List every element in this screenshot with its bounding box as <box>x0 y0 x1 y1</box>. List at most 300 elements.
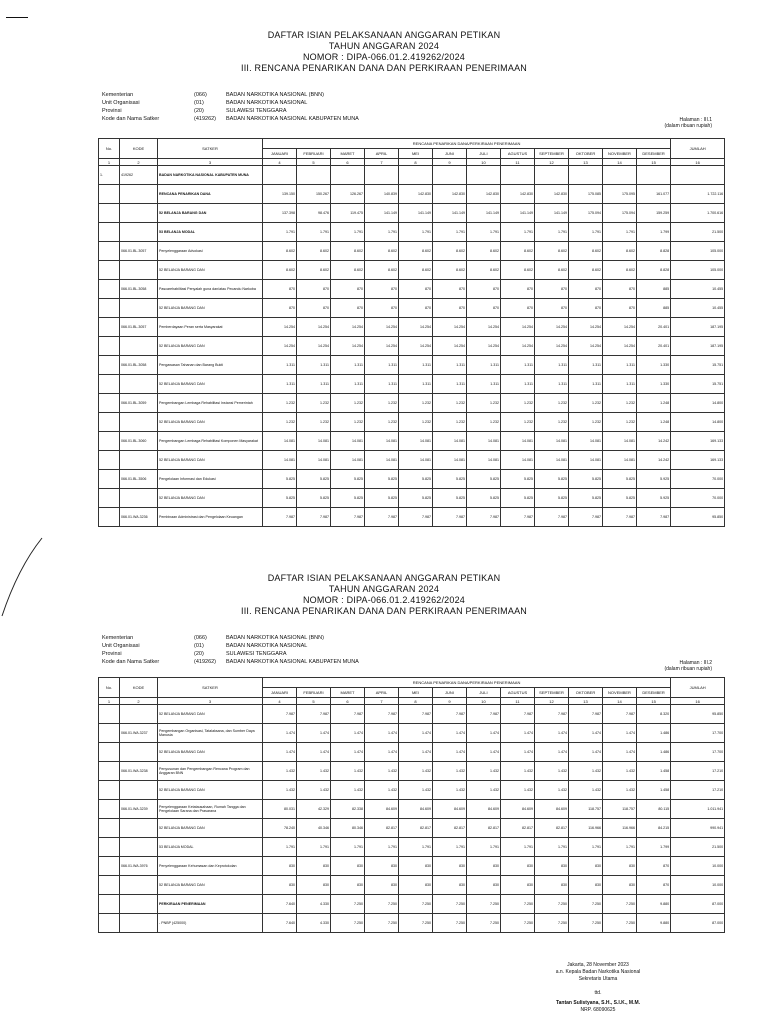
header-month: MEI <box>399 149 433 159</box>
header-col-number: 13 <box>569 698 603 705</box>
cell-value: 1.474 <box>501 724 535 743</box>
cell-value: 14.254 <box>297 337 331 356</box>
cell-value: 14.254 <box>263 318 297 337</box>
cell-value: 17.700 <box>671 724 725 743</box>
cell-satker: 52 BELANJA BARANG DAN <box>158 375 263 394</box>
cell-no <box>99 451 120 470</box>
header-col-number: 9 <box>433 698 467 705</box>
cell-value: 870 <box>331 280 365 299</box>
table-row <box>99 895 725 914</box>
cell-value: 7.987 <box>399 508 433 527</box>
cell-no <box>99 819 120 838</box>
cell-value: 5.825 <box>603 470 637 489</box>
cell-value: 870 <box>501 299 535 318</box>
cell-value: 1.486 <box>637 743 671 762</box>
cell-kode <box>120 261 158 280</box>
header-kode: KODE <box>120 678 158 698</box>
cell-value: 870 <box>603 299 637 318</box>
cell-value: 870 <box>569 280 603 299</box>
cell-value: 1.232 <box>603 413 637 432</box>
cell-value: 1.791 <box>467 838 501 857</box>
cell-value: 7.250 <box>535 895 569 914</box>
cell-value: 1.330 <box>637 375 671 394</box>
cell-value: 7.987 <box>501 705 535 724</box>
cell-no <box>99 800 120 819</box>
cell-value: 1.474 <box>331 743 365 762</box>
cell-value <box>671 166 725 185</box>
cell-value: 98.476 <box>297 204 331 223</box>
cell-value: 14.081 <box>399 432 433 451</box>
cell-value <box>467 166 501 185</box>
cell-kode <box>120 489 158 508</box>
cell-value: 10.000 <box>671 857 725 876</box>
cell-value: 830 <box>569 876 603 895</box>
header-col-number: 10 <box>467 698 501 705</box>
cell-value: 1.232 <box>535 413 569 432</box>
cell-value: 1.791 <box>569 223 603 242</box>
cell-value: 169.133 <box>671 432 725 451</box>
cell-no <box>99 781 120 800</box>
cell-value: 80.031 <box>263 800 297 819</box>
cell-kode: 066.01.WA.3236 <box>120 508 158 527</box>
cell-value: 10.000 <box>671 876 725 895</box>
header-month: JANUARI <box>263 149 297 159</box>
cell-value: 82.817 <box>501 819 535 838</box>
header-month: JUNI <box>433 688 467 698</box>
cell-value: 1.432 <box>399 781 433 800</box>
cell-satker: BADAN NARKOTIKA NASIONAL KABUPATEN MUNA <box>158 166 263 185</box>
sign-ttd: ttd. <box>594 990 602 996</box>
cell-value: 105.000 <box>671 261 725 280</box>
cell-value: 1.232 <box>569 394 603 413</box>
table-row <box>99 299 725 318</box>
cell-value: 1.722.116 <box>671 185 725 204</box>
cell-value: 141.149 <box>501 204 535 223</box>
cell-value: 5.825 <box>467 470 501 489</box>
data-table-page-2 <box>98 677 725 933</box>
cell-value: 141.149 <box>399 204 433 223</box>
cell-kode <box>120 705 158 724</box>
table-row <box>99 876 725 895</box>
header-month: DESEMBER <box>637 149 671 159</box>
cell-satker: 52 BELANJA BARANG DAN <box>158 819 263 838</box>
cell-value: 7.987 <box>331 508 365 527</box>
cell-value: 1.474 <box>433 743 467 762</box>
cell-value: 161.077 <box>637 185 671 204</box>
cell-value: 8.602 <box>399 242 433 261</box>
cell-value: 141.149 <box>535 204 569 223</box>
cell-value: 84.609 <box>467 800 501 819</box>
meta-row: Unit Organisasi (01) BADAN NARKOTIKA NASIONAL <box>102 643 308 649</box>
cell-value: 7.250 <box>603 895 637 914</box>
table-row <box>99 705 725 724</box>
cell-value: 870 <box>637 857 671 876</box>
cell-value <box>501 166 535 185</box>
cell-value: 7.250 <box>365 914 399 933</box>
cell-value: 1.791 <box>535 838 569 857</box>
cell-value: 7.987 <box>365 705 399 724</box>
page-2 <box>0 528 768 1024</box>
table-row <box>99 819 725 838</box>
cell-value: 885 <box>637 299 671 318</box>
cell-value: 1.311 <box>263 356 297 375</box>
header-month: JULI <box>467 688 501 698</box>
header-col-number: 2 <box>120 698 158 705</box>
cell-value: 1.232 <box>467 413 501 432</box>
header-col-number: 12 <box>535 159 569 166</box>
cell-kode <box>120 185 158 204</box>
cell-value: 14.254 <box>365 337 399 356</box>
cell-value: 1.330 <box>637 356 671 375</box>
cell-value: 1.311 <box>297 375 331 394</box>
cell-value: 1.232 <box>263 413 297 432</box>
header-no: No. <box>99 678 120 698</box>
cell-satker: 52 BELANJA BARANG DAN <box>158 299 263 318</box>
table-row <box>99 470 725 489</box>
cell-value: 870 <box>365 280 399 299</box>
cell-value: 1.791 <box>569 838 603 857</box>
cell-value: 7.987 <box>501 508 535 527</box>
table-row <box>99 356 725 375</box>
cell-value: 14.081 <box>365 451 399 470</box>
header-col-number: 7 <box>365 698 399 705</box>
cell-value: 1.248 <box>637 394 671 413</box>
cell-value: 1.486 <box>637 724 671 743</box>
cell-value: 1.311 <box>365 375 399 394</box>
cell-kode <box>120 819 158 838</box>
table-row <box>99 394 725 413</box>
cell-value: 1.432 <box>569 762 603 781</box>
cell-value: 78.240 <box>263 819 297 838</box>
cell-value: 1.232 <box>501 413 535 432</box>
cell-satker: Pascarehabilitasi Penyalah guna dan/atau Pecandu Narkoba <box>158 280 263 299</box>
cell-value: 870 <box>399 299 433 318</box>
cell-value: 870 <box>467 280 501 299</box>
cell-value: 5.825 <box>467 489 501 508</box>
header-col-number: 5 <box>297 698 331 705</box>
cell-value: 1.432 <box>365 762 399 781</box>
cell-value: 870 <box>297 280 331 299</box>
table-row <box>99 432 725 451</box>
sign-on-behalf: a.n. Kepala Badan Narkotika Nasional <box>555 969 641 975</box>
cell-value: 9.880 <box>637 895 671 914</box>
cell-no <box>99 394 120 413</box>
cell-value <box>263 166 297 185</box>
cell-value: 830 <box>467 857 501 876</box>
cell-value: 1.232 <box>365 413 399 432</box>
header-col-number: 9 <box>433 159 467 166</box>
cell-satker: 53 BELANJA MODAL <box>158 838 263 857</box>
cell-value: 21.500 <box>671 838 725 857</box>
cell-value: 5.825 <box>399 489 433 508</box>
cell-value: 7.987 <box>569 508 603 527</box>
table-row <box>99 781 725 800</box>
cell-value: 830 <box>263 876 297 895</box>
cell-value: 14.081 <box>331 432 365 451</box>
cell-value: 830 <box>569 857 603 876</box>
cell-value: 1.311 <box>603 375 637 394</box>
cell-no <box>99 508 120 527</box>
cell-value: 1.791 <box>433 838 467 857</box>
cell-value: 7.987 <box>467 508 501 527</box>
header-month: NOVEMBER <box>603 688 637 698</box>
cell-value: 87.000 <box>671 914 725 933</box>
cell-value: 187.195 <box>671 318 725 337</box>
cell-value: 830 <box>365 857 399 876</box>
cell-value: 1.474 <box>569 743 603 762</box>
table-row <box>99 508 725 527</box>
cell-value: 14.081 <box>501 451 535 470</box>
cell-value: 14.254 <box>331 318 365 337</box>
header-group: RENCANA PENARIKAN DANA/PERKIRAAN PENERIMAAN <box>263 139 671 149</box>
cell-satker: 52 BELANJA BARANG DAN <box>158 705 263 724</box>
cell-value: 8.602 <box>467 242 501 261</box>
cell-kode: 066.01.BL.3060 <box>120 432 158 451</box>
cell-value: 1.011.941 <box>671 800 725 819</box>
cell-value: 1.474 <box>263 743 297 762</box>
cell-value: 1.232 <box>365 394 399 413</box>
header-month: APRIL <box>365 688 399 698</box>
cell-value: 7.250 <box>535 914 569 933</box>
cell-value: 14.081 <box>263 432 297 451</box>
cell-value: 8.602 <box>331 242 365 261</box>
cell-satker: Pengelolaan Informasi dan Edukasi <box>158 470 263 489</box>
cell-value: 7.250 <box>501 895 535 914</box>
header-jumlah: JUMLAH <box>671 139 725 159</box>
cell-satker: 53 BELANJA MODAL <box>158 223 263 242</box>
cell-value: 159.259 <box>637 204 671 223</box>
header-month: SEPTEMBER <box>535 688 569 698</box>
cell-value: 14.081 <box>297 432 331 451</box>
header-month: APRIL <box>365 149 399 159</box>
cell-value: 830 <box>501 876 535 895</box>
cell-value: 140.839 <box>365 185 399 204</box>
cell-value: 1.232 <box>263 394 297 413</box>
header-col-number: 4 <box>263 159 297 166</box>
cell-value: 870 <box>501 280 535 299</box>
cell-value: 830 <box>603 857 637 876</box>
cell-value: 7.987 <box>263 705 297 724</box>
cell-value: 1.311 <box>467 375 501 394</box>
title-line-3: NOMOR : DIPA-066.01.2.419262/2024 <box>302 595 466 605</box>
cell-value: 4.330 <box>297 895 331 914</box>
cell-value: 1.791 <box>535 223 569 242</box>
cell-value: 1.474 <box>433 724 467 743</box>
cell-value: 7.250 <box>467 895 501 914</box>
cell-value <box>365 166 399 185</box>
cell-value: 7.250 <box>433 895 467 914</box>
cell-value: 150.267 <box>297 185 331 204</box>
header-col-number: 3 <box>158 159 263 166</box>
cell-value: 1.474 <box>569 724 603 743</box>
cell-value: 1.311 <box>535 375 569 394</box>
cell-kode <box>120 375 158 394</box>
cell-value: 14.081 <box>263 451 297 470</box>
header-kode: KODE <box>120 139 158 159</box>
header-col-number: 8 <box>399 698 433 705</box>
cell-value: 1.474 <box>365 743 399 762</box>
cell-value: 1.311 <box>297 356 331 375</box>
table-row <box>99 185 725 204</box>
cell-value: 8.602 <box>297 242 331 261</box>
cell-value: 5.825 <box>263 470 297 489</box>
cell-value: 1.474 <box>535 724 569 743</box>
cell-no <box>99 413 120 432</box>
header-satker: SATKER <box>158 139 263 159</box>
cell-value: 141.149 <box>433 204 467 223</box>
cell-value: 8.602 <box>603 242 637 261</box>
cell-value: 142.830 <box>501 185 535 204</box>
cell-value: 80.115 <box>637 800 671 819</box>
cell-value: 1.311 <box>433 356 467 375</box>
table-row <box>99 743 725 762</box>
table-row <box>99 223 725 242</box>
cell-value: 15.751 <box>671 375 725 394</box>
cell-value: 7.987 <box>535 508 569 527</box>
cell-value: 1.311 <box>535 356 569 375</box>
cell-satker: Pemberdayaan Peran serta Masyarakat <box>158 318 263 337</box>
cell-value: 14.254 <box>331 337 365 356</box>
cell-value: 7.250 <box>603 914 637 933</box>
cell-value: 1.791 <box>433 223 467 242</box>
cell-value: 14.254 <box>467 337 501 356</box>
cell-value: 830 <box>297 876 331 895</box>
cell-value: 1.311 <box>263 375 297 394</box>
cell-no <box>99 337 120 356</box>
table-row <box>99 375 725 394</box>
cell-value: 830 <box>365 876 399 895</box>
cell-value: 84.609 <box>399 800 433 819</box>
cell-value: 14.081 <box>399 451 433 470</box>
cell-value: 1.432 <box>603 781 637 800</box>
cell-value: 118.757 <box>569 800 603 819</box>
cell-value: 1.474 <box>467 743 501 762</box>
cell-value: 1.232 <box>399 394 433 413</box>
cell-value: 84.609 <box>433 800 467 819</box>
cell-value: 14.081 <box>433 451 467 470</box>
cell-no: 1. <box>99 166 120 185</box>
header-col-number: 1 <box>99 698 120 705</box>
cell-value: 870 <box>433 299 467 318</box>
cell-satker: Penyelenggaraan Advokasi <box>158 242 263 261</box>
cell-value: 7.987 <box>603 705 637 724</box>
cell-no <box>99 204 120 223</box>
cell-value: 14.254 <box>535 337 569 356</box>
cell-no <box>99 876 120 895</box>
table-row <box>99 280 725 299</box>
meta-row: Provinsi (20) SULAWESI TENGGARA <box>102 651 287 657</box>
cell-value <box>331 166 365 185</box>
header-col-number: 6 <box>331 159 365 166</box>
cell-value: 7.250 <box>331 895 365 914</box>
cell-value: 8.602 <box>297 261 331 280</box>
cell-value: 885 <box>637 280 671 299</box>
cell-satker: 52 BELANJA BARANG DAN <box>158 743 263 762</box>
cell-value: 1.232 <box>297 394 331 413</box>
cell-value: 830 <box>467 876 501 895</box>
header-month: OKTOBER <box>569 688 603 698</box>
cell-value: 8.602 <box>569 242 603 261</box>
cell-value: 1.311 <box>399 375 433 394</box>
cell-value: 1.432 <box>331 762 365 781</box>
meta-row: Kementerian (066) BADAN NARKOTIKA NASIONAL (BNN) <box>102 635 324 641</box>
cell-no <box>99 299 120 318</box>
cell-value: 830 <box>433 857 467 876</box>
cell-value: 5.825 <box>365 489 399 508</box>
sign-date: Jakarta, 28 November 2023 <box>567 962 629 968</box>
data-table-page-1 <box>98 138 725 527</box>
header-col-number: 7 <box>365 159 399 166</box>
cell-value: 14.254 <box>297 318 331 337</box>
cell-value: 5.825 <box>263 489 297 508</box>
cell-value: 5.925 <box>637 489 671 508</box>
cell-value: 14.254 <box>399 318 433 337</box>
cell-value: 1.432 <box>501 781 535 800</box>
table-row <box>99 857 725 876</box>
header-col-number: 10 <box>467 159 501 166</box>
cell-value: 84.609 <box>365 800 399 819</box>
cell-value: 7.640 <box>263 895 297 914</box>
cell-value: 95.850 <box>671 508 725 527</box>
cell-value: 5.825 <box>399 470 433 489</box>
cell-value: 1.791 <box>467 223 501 242</box>
cell-value: 17.210 <box>671 762 725 781</box>
cell-value: 8.602 <box>535 261 569 280</box>
cell-no <box>99 895 120 914</box>
cell-value: 8.602 <box>433 261 467 280</box>
cell-value: 1.232 <box>297 413 331 432</box>
cell-value: 14.800 <box>671 413 725 432</box>
cell-satker: Pengembangan Lembaga Rehabilitasi Komponen Masyarakat <box>158 432 263 451</box>
cell-kode <box>120 914 158 933</box>
cell-no <box>99 470 120 489</box>
cell-value: 14.254 <box>603 318 637 337</box>
cell-value: 175.085 <box>569 185 603 204</box>
cell-value: 142.830 <box>535 185 569 204</box>
cell-no <box>99 762 120 781</box>
cell-value: 830 <box>331 876 365 895</box>
cell-value: 7.987 <box>433 508 467 527</box>
cell-value: 1.791 <box>365 223 399 242</box>
cell-kode: 066.01.BL.3058 <box>120 280 158 299</box>
table-row <box>99 261 725 280</box>
cell-value: 14.081 <box>569 432 603 451</box>
cell-value: 8.602 <box>501 242 535 261</box>
cell-value: 118.757 <box>603 800 637 819</box>
page-number: Halaman : III.1 (dalam ribuan rupiah) <box>664 117 712 129</box>
cell-value: 137.398 <box>263 204 297 223</box>
cell-satker: Pengembangan Lembaga Rehabilitasi Instansi Pemerintah <box>158 394 263 413</box>
header-month: AGUSTUS <box>501 149 535 159</box>
cell-value: 5.925 <box>637 470 671 489</box>
cell-value: 870 <box>365 299 399 318</box>
cell-kode <box>120 299 158 318</box>
cell-value: 830 <box>399 876 433 895</box>
cell-value: 1.474 <box>263 724 297 743</box>
cell-value: 1.700.616 <box>671 204 725 223</box>
cell-value: 187.195 <box>671 337 725 356</box>
cell-value: 142.830 <box>399 185 433 204</box>
cell-value: 14.081 <box>365 432 399 451</box>
cell-value <box>637 166 671 185</box>
cell-kode: 066.01.WA.3237 <box>120 724 158 743</box>
cell-satker: 52 BELANJA BARANG DAN <box>158 413 263 432</box>
cell-value: 10.455 <box>671 299 725 318</box>
cell-kode <box>120 413 158 432</box>
cell-kode: 066.01.WA.3239 <box>120 800 158 819</box>
cell-value: 14.081 <box>535 432 569 451</box>
cell-value: 870 <box>263 280 297 299</box>
